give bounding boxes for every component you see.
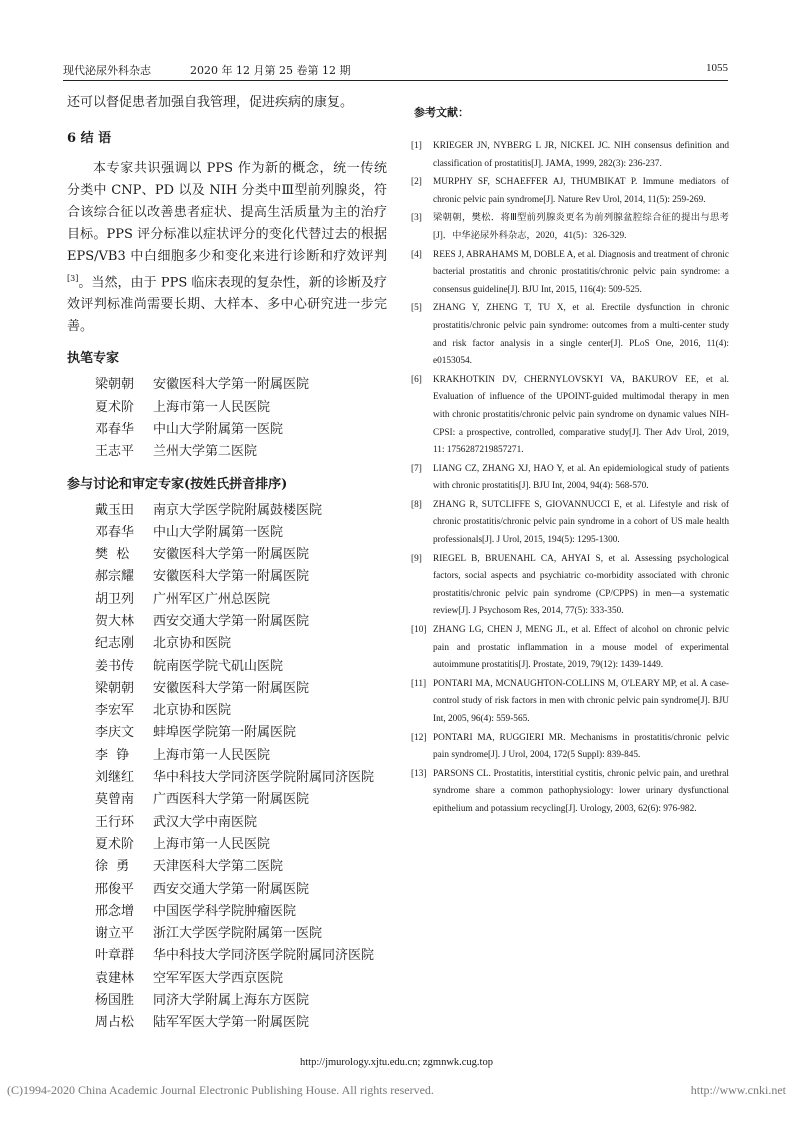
expert-institution: 广州军区广州总医院	[153, 591, 271, 607]
reference-item	[411, 138, 729, 173]
reviewer-row	[67, 700, 387, 722]
cnki-link[interactable]: http://www.cnki.net	[690, 1083, 786, 1097]
expert-name: 梁朝朝	[95, 377, 135, 393]
expert-name: 戴玉田	[95, 502, 135, 518]
header-rule	[63, 80, 728, 81]
reference-item	[411, 210, 729, 245]
reference-text: REES J, ABRAHAMS M, DOBLE A, et al. Diagnosis and treatment of chronic bacterial prostatitis and chronic prostatitis/chronic pelvic pain syndrome: a consensus guideline[J]. BJU Int, 2015, 116(4): 509-525.	[433, 249, 729, 295]
reference-number: [2]	[411, 177, 422, 188]
reviewer-row	[67, 901, 387, 923]
expert-name: 邢念增	[95, 903, 135, 919]
reviewer-row	[67, 678, 387, 700]
reviewer-row	[67, 611, 387, 633]
reference-text: ZHANG LG, CHEN J, MENG JL, et al. Effect of alcohol on chronic pelvic pain and prostatic inflammation in a mouse model of experimental autoimmune prostatitis[J]. Prostate, 2019, 79(12): 1439-1449.	[433, 625, 729, 671]
expert-institution: 兰州大学第二医院	[153, 444, 258, 460]
expert-name: 李 铮	[95, 747, 130, 763]
conclusion-paragraph	[67, 158, 387, 338]
reviewer-row	[67, 812, 387, 834]
reference-item	[411, 622, 729, 675]
conclusion-text-a: 本专家共识强调以 PPS 作为新的概念，统一传统分类中 CNP、PD 以及 NIH 分类中Ⅲ型前列腺炎，符合该综合征以改善患者症状、提高生活质量为主的治疗目标。PPS 评分标准以症状评分的变化代替过去的根据 EPS/VB3 中白细胞多少和变化来进行诊断和疗效评判	[67, 161, 387, 264]
expert-institution: 南京大学医学院附属鼓楼医院	[153, 502, 323, 518]
expert-name: 邓春华	[95, 421, 135, 437]
writer-row	[67, 397, 387, 419]
issue-info: 2020 年 12 月第 25 卷第 12 期	[190, 64, 351, 77]
copyright-text: (C)1994-2020 China Academic Journal Electronic Publishing House. All rights reserved.	[7, 1083, 434, 1097]
reference-number: [6]	[411, 374, 422, 385]
reference-number: [10]	[411, 625, 427, 636]
expert-institution: 华中科技大学同济医学院附属同济医院	[153, 948, 375, 964]
expert-name: 樊 松	[95, 547, 130, 563]
expert-institution: 上海市第一人民医院	[153, 836, 271, 852]
expert-name: 杨国胜	[95, 993, 135, 1009]
expert-institution: 华中科技大学同济医学院附属同济医院	[153, 770, 375, 786]
reviewer-row	[67, 522, 387, 544]
expert-institution: 中山大学附属第一医院	[153, 524, 284, 540]
expert-name: 郝宗耀	[95, 569, 135, 585]
reviewer-row	[67, 856, 387, 878]
expert-name: 夏术阶	[95, 399, 135, 415]
reference-number: [5]	[411, 303, 422, 314]
reference-text: MURPHY SF, SCHAEFFER AJ, THUMBIKAT P. Immune mediators of chronic pelvic pain syndrome[J]. Nature Rev Urol, 2014, 11(5): 259-269.	[433, 177, 729, 205]
reviewer-row	[67, 879, 387, 901]
expert-name: 叶章群	[95, 948, 135, 964]
reference-item	[411, 551, 729, 621]
reference-number: [3]	[411, 213, 422, 224]
expert-institution: 安徽医科大学第一附属医院	[153, 680, 310, 696]
journal-url[interactable]: http://jmurology.xjtu.edu.cn; zgmnwk.cug.top	[300, 1057, 493, 1068]
reference-text: KRIEGER JN, NYBERG L JR, NICKEL JC. NIH consensus definition and classification of prostatitis[J]. JAMA, 1999, 282(3): 236-237.	[433, 141, 729, 169]
reference-number: [4]	[411, 249, 422, 260]
citation-3[interactable]: [3]	[67, 274, 79, 283]
expert-institution: 天津医科大学第二医院	[153, 859, 284, 875]
reference-number: [13]	[411, 768, 427, 779]
reference-number: [7]	[411, 463, 422, 474]
expert-name: 徐 勇	[95, 859, 130, 875]
reviewer-row	[67, 789, 387, 811]
expert-name: 周占松	[95, 1015, 135, 1031]
page-number: 1055	[706, 62, 728, 74]
reference-number: [12]	[411, 732, 427, 743]
reviewer-row	[67, 834, 387, 856]
reviewer-row	[67, 1012, 387, 1034]
reference-text: KRAKHOTKIN DV, CHERNYLOVSKYI VA, BAKUROV EE, et al. Evaluation of influence of the UPOINT-guided multimodal therapy in men with chronic prostatitis/chronic pelvic pain syndrome on dynamic values NIH-CPSI: a prospective, controlled, comparative study[J]. Ther Adv Urol, 2019, 11: 1756287219857271.	[433, 374, 729, 456]
expert-institution: 广西医科大学第一附属医院	[153, 792, 310, 808]
reference-text: PARSONS CL. Prostatitis, interstitial cystitis, chronic pelvic pain, and urethral syndrome share a common pathophysiology: lower urinary dysfunctional epithelium and potassium recycling[J]. Urology, 2003, 62(6): 976-982.	[433, 768, 729, 814]
journal-name: 现代泌尿外科杂志	[63, 64, 151, 77]
reviewer-row	[67, 990, 387, 1012]
reviewers-list	[67, 500, 387, 1035]
expert-institution: 中国医学科学院肿瘤医院	[153, 903, 297, 919]
reference-item	[411, 730, 729, 765]
expert-institution: 安徽医科大学第一附属医院	[153, 569, 310, 585]
reference-text: RIEGEL B, BRUENAHL CA, AHYAI S, et al. Assessing psychological factors, social aspects and psychiatric co-morbidity associated with chronic prostatitis/chronic pelvic pain syndrome (CP/CPPS) in men—a systematic review[J]. J Psychosom Res, 2014, 77(5): 333-350.	[433, 553, 729, 617]
expert-name: 姜书传	[95, 658, 135, 674]
expert-institution: 皖南医学院弋矶山医院	[153, 658, 284, 674]
conclusion-heading: 6 结 语	[67, 131, 112, 146]
reference-text: PONTARI MA, MCNAUGHTON-COLLINS M, O'LEARY MP, et al. A case-control study of risk factors in men with chronic pelvic pain syndrome[J]. BJU Int, 2005, 96(4): 559-565.	[433, 678, 729, 724]
expert-name: 莫曾南	[95, 792, 135, 808]
reference-item	[411, 174, 729, 209]
writer-row	[67, 441, 387, 463]
reference-text: ZHANG R, SUTCLIFFE S, GIOVANNUCCI E, et al. Lifestyle and risk of chronic prostatitis/chronic pelvic pain syndrome in a cohort of US male health professionals[J]. J Urol, 2015, 194(5): 1295-1300.	[433, 499, 729, 546]
writer-row	[67, 374, 387, 396]
reference-item	[411, 766, 729, 819]
reference-text: LIANG CZ, ZHANG XJ, HAO Y, et al. An epidemiological study of patients with chronic prostatitis[J]. BJU Int, 2004, 94(4): 568-570.	[433, 463, 729, 492]
expert-name: 梁朝朝	[95, 680, 135, 696]
expert-name: 李宏军	[95, 703, 135, 719]
expert-institution: 上海市第一人民医院	[153, 399, 271, 415]
expert-institution: 安徽医科大学第一附属医院	[153, 547, 310, 563]
expert-institution: 中山大学附属第一医院	[153, 421, 284, 437]
reference-item	[411, 461, 729, 496]
expert-name: 胡卫列	[95, 591, 135, 607]
expert-name: 纪志刚	[95, 636, 135, 652]
expert-name: 王志平	[95, 444, 135, 460]
reference-item	[411, 300, 729, 370]
left-column	[67, 92, 387, 1035]
reviewer-row	[67, 633, 387, 655]
copyright-bar	[7, 1083, 786, 1098]
reference-number: [1]	[411, 141, 422, 151]
reference-text: ZHANG Y, ZHENG T, TU X, et al. Erectile dysfunction in chronic prostatitis/chronic pelvic pain syndrome: outcomes from a multi-center study and risk factor analysis in a single center[J]. PLoS One, 2016, 11(4): e0153054.	[433, 303, 729, 367]
expert-name: 袁建林	[95, 970, 135, 986]
intro-text: 还可以督促患者加强自我管理，促进疾病的康复。	[67, 95, 354, 110]
writers-heading: 执笔专家	[67, 351, 120, 367]
expert-name: 王行环	[95, 814, 135, 830]
expert-name: 邢俊平	[95, 881, 135, 897]
expert-institution: 西安交通大学第一附属医院	[153, 881, 310, 897]
reviewer-row	[67, 968, 387, 990]
reviewers-heading: 参与讨论和审定专家(按姓氏拼音排序)	[67, 476, 288, 492]
expert-institution: 陆军军医大学第一附属医院	[153, 1015, 310, 1031]
expert-institution: 蚌埠医学院第一附属医院	[153, 725, 297, 741]
expert-institution: 浙江大学医学院附属第一医院	[153, 926, 323, 942]
expert-institution: 安徽医科大学第一附属医院	[153, 377, 310, 393]
reference-item	[411, 676, 729, 729]
reviewer-row	[67, 656, 387, 678]
reviewer-row	[67, 589, 387, 611]
expert-institution: 空军军医大学西京医院	[153, 970, 284, 986]
reference-item	[411, 247, 729, 300]
expert-name: 邓春华	[95, 524, 135, 540]
references-heading: 参考文献：	[414, 106, 469, 119]
reviewer-row	[67, 544, 387, 566]
reference-text: 梁朝朝，樊松．将Ⅲ型前列腺炎更名为前列腺盆腔综合征的提出与思考[J]．中华泌尿外科杂志，2020，41(5)：326-329.	[433, 213, 729, 241]
expert-institution: 武汉大学中南医院	[153, 814, 258, 830]
expert-institution: 北京协和医院	[153, 703, 232, 719]
reference-text: PONTARI MA, RUGGIERI MR. Mechanisms in prostatitis/chronic pelvic pain syndrome[J]. J Urol, 2004, 172(5 Suppl): 839-845.	[433, 732, 729, 761]
running-header	[63, 62, 728, 78]
reviewer-row	[67, 745, 387, 767]
expert-name: 贺大林	[95, 614, 135, 629]
reference-number: [8]	[411, 499, 422, 510]
reviewer-row	[67, 767, 387, 789]
reviewer-row	[67, 945, 387, 967]
expert-name: 谢立平	[95, 926, 135, 942]
expert-name: 李庆文	[95, 725, 135, 741]
expert-institution: 北京协和医院	[153, 636, 232, 652]
expert-institution: 西安交通大学第一附属医院	[153, 614, 310, 629]
reference-item	[411, 497, 729, 550]
writer-row	[67, 419, 387, 441]
expert-name: 夏术阶	[95, 836, 135, 852]
conclusion-text-b: 。当然，由于 PPS 临床表现的复杂性，新的诊断及疗效评判标准尚需要长期、大样本、多中心研究进一步完善。	[67, 275, 387, 335]
reviewer-row	[67, 923, 387, 945]
reviewer-row	[67, 722, 387, 744]
reference-number: [11]	[411, 678, 427, 689]
writers-list	[67, 374, 387, 463]
reference-item	[411, 372, 729, 460]
reference-number: [9]	[411, 553, 422, 564]
expert-name: 刘继红	[95, 770, 135, 786]
reviewer-row	[67, 500, 387, 522]
expert-institution: 同济大学附属上海东方医院	[153, 993, 310, 1009]
reviewer-row	[67, 566, 387, 588]
expert-institution: 上海市第一人民医院	[153, 747, 271, 763]
references-column	[411, 104, 729, 820]
